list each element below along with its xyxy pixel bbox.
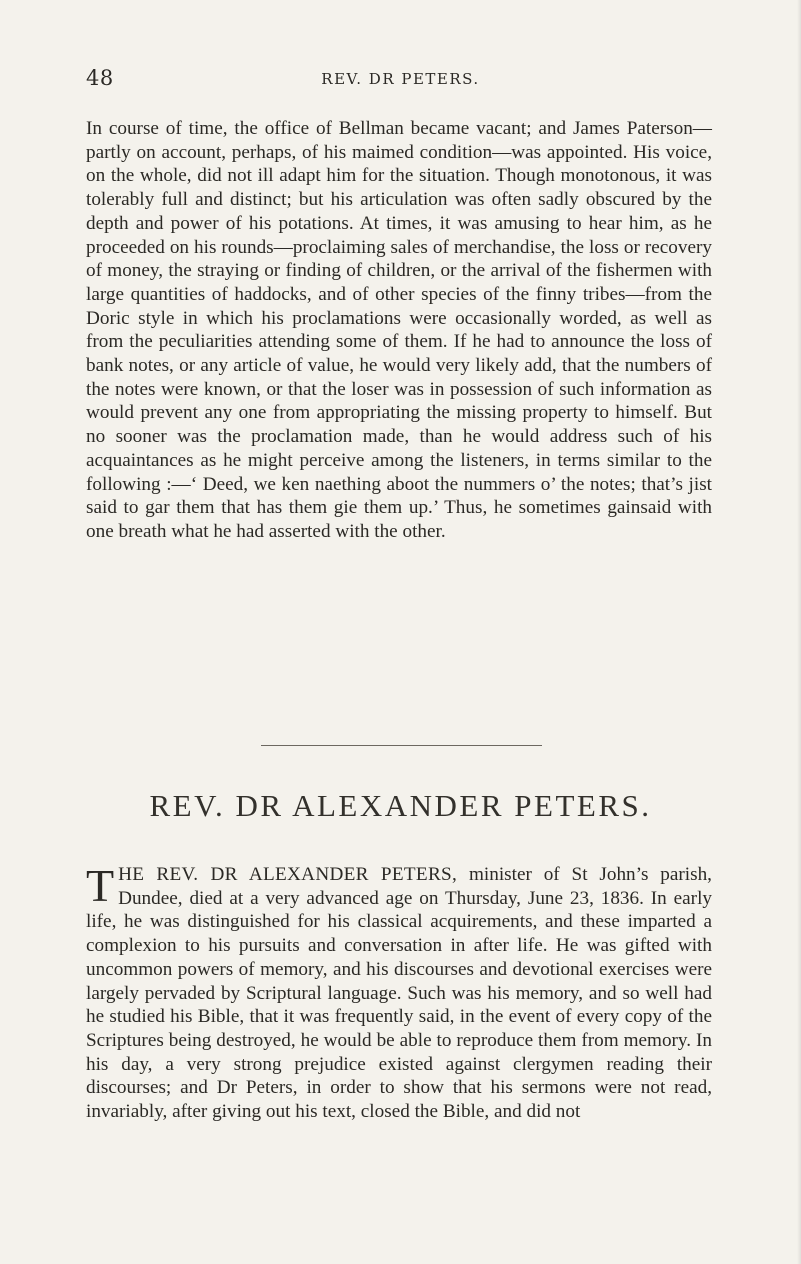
drop-cap: T (86, 860, 115, 911)
paragraph-bellman (86, 117, 712, 544)
paragraph-text: In course of time, the office of Bellman became vacant; and James Paterson—partly on account, perhaps, of his maimed condition—was appointed. His voice, on the whole, did not ill adapt him for the situation. Though monotonous, it was tolerably full and distinct; but his articulation was often sadly obscured by the depth and power of his potations. At times, it was amusing to hear him, as he proceeded on his rounds—proclaiming sales of merchandise, the loss or recovery of money, the straying or finding of children, or the arrival of the fishermen with large quantities of haddocks, and of other species of the finny tribes—from the Doric style in which his proclamations were occasionally worded, as well as from the peculiarities attending some of them. If he had to announce the loss of bank notes, or any article of value, he would very likely add, that the numbers of the notes were known, or that the loser was in possession of such information as would prevent any one from appropriating the missing property to himself. But no sooner was the proclamation made, than he would address such of his acquaintances as he might perceive among the listeners, in terms similar to the following :—‘ Deed, we ken naething aboot the nummers o’ the notes; that’s jist said to gar them that has them gie them up.’ Thus, he sometimes gainsaid with one breath what he had asserted with the other. (86, 118, 712, 542)
running-title: REV. DR PETERS. (321, 70, 480, 88)
page-number: 48 (86, 66, 114, 90)
paragraph-text: minister of St John’s parish, Dundee, died at a very advanced age on Thursday, June 23, 1836. In early life, he was distinguished for his classical acquirements, and these imparted a complexion to his pursuits and conversation in after life. He was gifted with uncommon powers of memory, and his discourses and devotional exercises were largely pervaded by Scriptural language. Such was his memory, and so well had he studied his Bible, that it was frequently said, in the event of every copy of the Scriptures being destroyed, he would be able to reproduce them from memory. In his day, a very strong prejudice existed against clergymen reading their discourses; and Dr Peters, in order to show that his sermons were not read, invariably, after giving out his text, closed the Bible, and did not (86, 864, 712, 1123)
section-title: REV. DR ALEXANDER PETERS. (149, 788, 652, 823)
paragraph-lead: HE REV. DR ALEXANDER PETERS, (118, 864, 458, 885)
running-head (86, 66, 715, 96)
section-divider (261, 745, 542, 746)
paragraph-body (86, 860, 712, 1124)
paragraph-peters (86, 860, 712, 1124)
page-edge-shadow (797, 0, 801, 1264)
